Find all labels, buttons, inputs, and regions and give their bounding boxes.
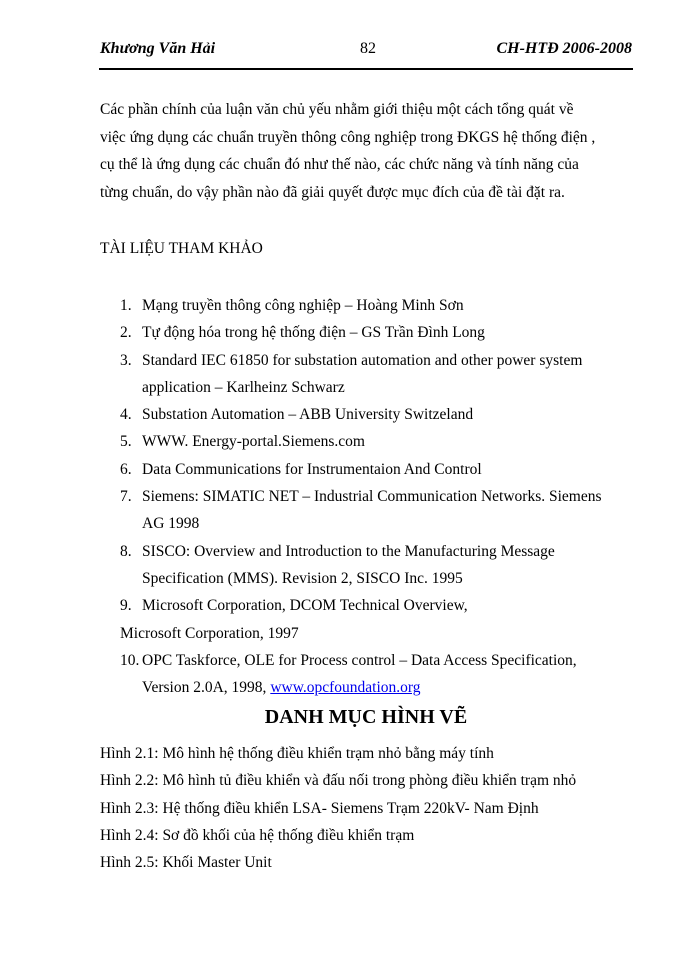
- references-heading: TÀI LIỆU THAM KHẢO: [100, 240, 263, 257]
- figure-label: Hình 2.4:: [100, 826, 159, 844]
- intro-line: từng chuẩn, do vậy phần nào đã giải quyết được mục đích của đề tài đặt ra.: [100, 183, 565, 201]
- references-list: [100, 292, 640, 701]
- intro-line: việc ứng dụng các chuẩn truyền thông công nghiệp trong ĐKGS hệ thống điện ,: [100, 128, 596, 146]
- figure-item: [100, 822, 640, 849]
- reference-number: 7.: [120, 488, 132, 506]
- reference-text: Siemens: SIMATIC NET – Industrial Communication Networks. Siemens: [142, 488, 602, 506]
- reference-number: 3.: [120, 351, 132, 369]
- reference-number: 10.: [120, 651, 140, 669]
- reference-text: Microsoft Corporation, DCOM Technical Overview,: [142, 597, 468, 615]
- reference-text: Mạng truyền thông công nghiệp – Hoàng Minh Sơn: [142, 297, 464, 314]
- header-author: Khương Văn Hải: [100, 40, 216, 57]
- reference-text-continued: AG 1998: [142, 515, 200, 533]
- reference-number: 4.: [120, 406, 132, 424]
- figure-caption: Hệ thống điều khiển LSA- Siemens Trạm 220kV- Nam Định: [162, 799, 539, 817]
- figure-item: [100, 849, 640, 876]
- reference-item: [100, 592, 640, 647]
- figure-label: Hình 2.5:: [100, 854, 159, 872]
- intro-line: cụ thể là ứng dụng các chuẩn đó như thế nào, các chức năng và tính năng của: [100, 156, 579, 173]
- reference-text: OPC Taskforce, OLE for Process control – Data Access Specification,: [142, 651, 577, 669]
- reference-text: Standard IEC 61850 for substation automation and other power system: [142, 351, 583, 369]
- figure-caption: Mô hình tủ điều khiển và đấu nối trong phòng điều khiển trạm nhỏ: [162, 772, 577, 790]
- page-header: [100, 40, 632, 64]
- figure-caption: Khối Master Unit: [162, 854, 272, 872]
- reference-number: 5.: [120, 433, 132, 451]
- reference-text: WWW. Energy-portal.Siemens.com: [142, 433, 365, 451]
- page-number: 82: [360, 40, 376, 57]
- opcfoundation-link[interactable]: www.opcfoundation.org: [270, 679, 421, 697]
- figure-label: Hình 2.2:: [100, 772, 159, 790]
- reference-text-continued: [100, 674, 640, 701]
- reference-number: 1.: [120, 297, 132, 314]
- reference-text: Substation Automation – ABB University Switzeland: [142, 406, 474, 424]
- figure-item: [100, 795, 640, 822]
- figure-label: Hình 2.1:: [100, 745, 159, 762]
- reference-item: [100, 483, 640, 538]
- intro-line: Các phần chính của luận văn chủ yếu nhằm giới thiệu một cách tổng quát về: [100, 101, 574, 118]
- figure-caption: Sơ đồ khối của hệ thống điều khiển trạm: [162, 826, 415, 844]
- figure-caption: Mô hình hệ thống điều khiển trạm nhỏ bằng máy tính: [162, 745, 494, 762]
- figure-item: [100, 767, 640, 794]
- reference-item: [100, 647, 640, 702]
- reference-text: Data Communications for Instrumentaion And Control: [142, 460, 482, 478]
- reference-version: Version 2.0A, 1998,: [142, 679, 271, 697]
- reference-item: [100, 401, 640, 428]
- reference-number: 8.: [120, 542, 132, 560]
- reference-text: Tự động hóa trong hệ thống điện – GS Trần Đình Long: [142, 324, 485, 342]
- reference-number: 6.: [120, 460, 132, 478]
- figure-item: [100, 740, 640, 767]
- reference-item: [100, 292, 640, 319]
- reference-text-continued: Specification (MMS). Revision 2, SISCO Inc. 1995: [142, 569, 463, 587]
- header-divider: [99, 68, 633, 70]
- header-course: CH-HTĐ 2006-2008: [496, 40, 632, 57]
- reference-item: [100, 347, 640, 402]
- reference-text-continued: application – Karlheinz Schwarz: [142, 378, 345, 396]
- intro-paragraph: [100, 96, 640, 206]
- reference-item: [100, 428, 640, 455]
- reference-item: [100, 319, 640, 346]
- reference-text: SISCO: Overview and Introduction to the Manufacturing Message: [142, 542, 555, 560]
- reference-text-continued: Microsoft Corporation, 1997: [120, 624, 299, 642]
- reference-item: [100, 538, 640, 593]
- figures-list: [100, 740, 640, 876]
- reference-number: 9.: [120, 597, 132, 615]
- figure-label: Hình 2.3:: [100, 799, 159, 817]
- figures-heading: DANH MỤC HÌNH VẼ: [264, 706, 468, 728]
- reference-item: [100, 456, 640, 483]
- reference-number: 2.: [120, 324, 132, 342]
